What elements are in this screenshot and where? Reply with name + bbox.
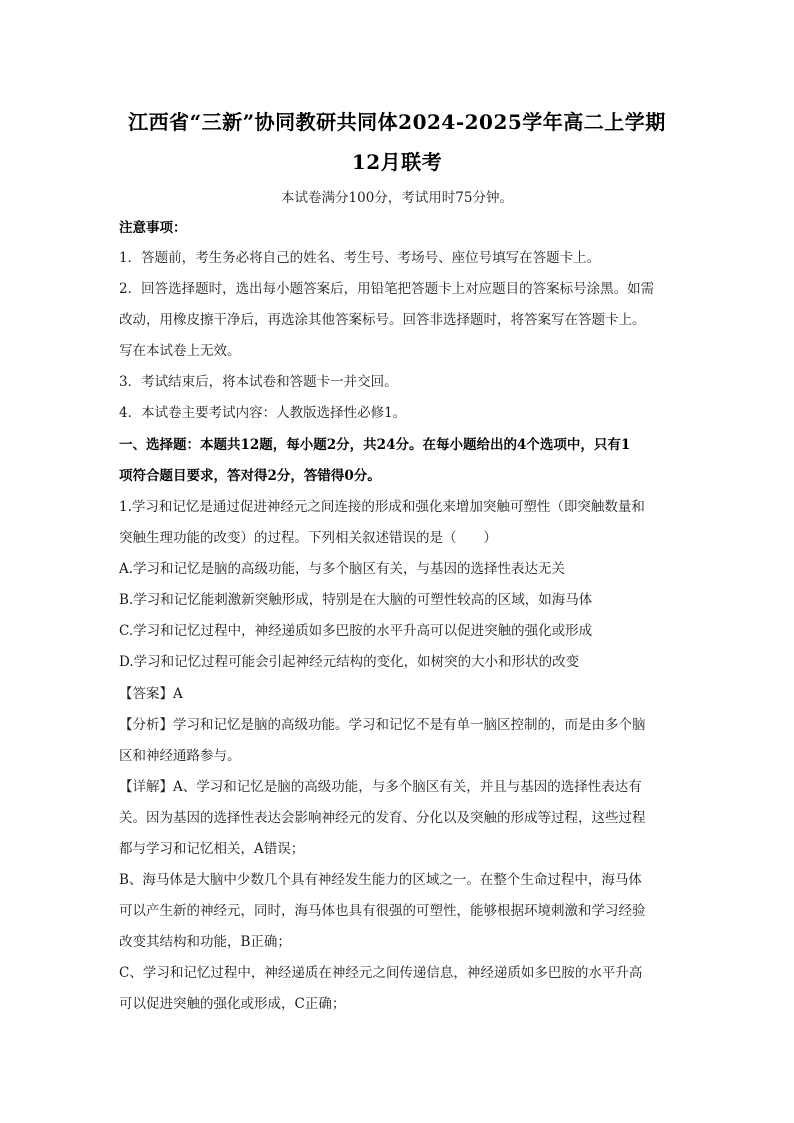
section-1-heading-line-1: 一、选择题：本题共12题，每小题2分，共24分。在每小题给出的4个选项中，只有1 — [119, 437, 631, 453]
notice-item-1: 1．答题前，考生务必将自己的姓名、考生号、考场号、座位号填写在答题卡上。 — [119, 250, 601, 266]
question-1-option-d: D.学习和记忆过程可能会引起神经元结构的变化，如树突的大小和形状的改变 — [119, 654, 580, 670]
question-1-detail-a-line-2: 关。因为基因的选择性表达会影响神经元的发育、分化以及突触的形成等过程，这些过程 — [119, 810, 646, 826]
section-1-heading-line-2: 项符合题目要求，答对得2分，答错得0分。 — [119, 468, 381, 484]
notice-item-2-line-3: 写在本试卷上无效。 — [119, 343, 241, 359]
notice-item-2-line-1: 2．回答选择题时，选出每小题答案后，用铅笔把答题卡上对应题目的答案标号涂黑。如需 — [119, 281, 655, 297]
notice-heading: 注意事项： — [119, 220, 187, 236]
question-1-option-c: C.学习和记忆过程中，神经递质如多巴胺的水平升高可以促进突触的强化或形成 — [119, 623, 593, 639]
question-1-option-b: B.学习和记忆能刺激新突触形成，特别是在大脑的可塑性较高的区域，如海马体 — [119, 592, 593, 608]
question-1-option-a: A.学习和记忆是脑的高级功能，与多个脑区有关，与基因的选择性表达无关 — [119, 561, 566, 577]
notice-item-3: 3．考试结束后，将本试卷和答题卡一并交回。 — [119, 374, 398, 390]
question-1-detail-a-line-1: 【详解】A、学习和记忆是脑的高级功能，与多个脑区有关，并且与基因的选择性表达有 — [119, 779, 642, 795]
question-1-analysis-line-1: 【分析】学习和记忆是脑的高级功能。学习和记忆不是有单一脑区控制的，而是由多个脑 — [119, 717, 646, 733]
question-1-detail-b-line-1: B、海马体是大脑中少数几个具有神经发生能力的区域之一。在整个生命过程中，海马体 — [119, 872, 642, 888]
question-1-analysis-line-2: 区和神经通路参与。 — [119, 748, 241, 764]
question-1-detail-c-line-1: C、学习和记忆过程中，神经递质在神经元之间传递信息，神经递质如多巴胺的水平升高 — [119, 965, 643, 981]
question-1-detail-b-line-3: 改变其结构和功能，B正确； — [119, 934, 291, 950]
notice-item-2-line-2: 改动，用橡皮擦干净后，再选涂其他答案标号。回答非选择题时，将答案写在答题卡上。 — [119, 312, 646, 328]
question-1-detail-c-line-2: 可以促进突触的强化或形成，C正确； — [119, 996, 346, 1012]
question-1-answer: 【答案】A — [119, 686, 183, 702]
question-1-stem-line-1: 1.学习和记忆是通过促进神经元之间连接的形成和强化来增加突触可塑性（即突触数量和 — [119, 499, 645, 515]
document-title-line-1: 江西省“三新”协同教研共同体2024-2025学年高二上学期 — [128, 110, 666, 134]
question-1-stem-line-2: 突触生理功能的改变）的过程。下列相关叙述错误的是（ ） — [119, 530, 497, 546]
question-1-detail-b-line-2: 可以产生新的神经元，同时，海马体也具有很强的可塑性，能够根据环境刺激和学习经验 — [119, 903, 646, 919]
question-1-detail-a-line-3: 都与学习和记忆相关，A错误； — [119, 841, 305, 857]
notice-item-4: 4．本试卷主要考试内容：人教版选择性必修1。 — [119, 405, 407, 421]
document-title-line-2: 12月联考 — [351, 150, 443, 174]
exam-info: 本试卷满分100分，考试用时75分钟。 — [281, 190, 513, 206]
